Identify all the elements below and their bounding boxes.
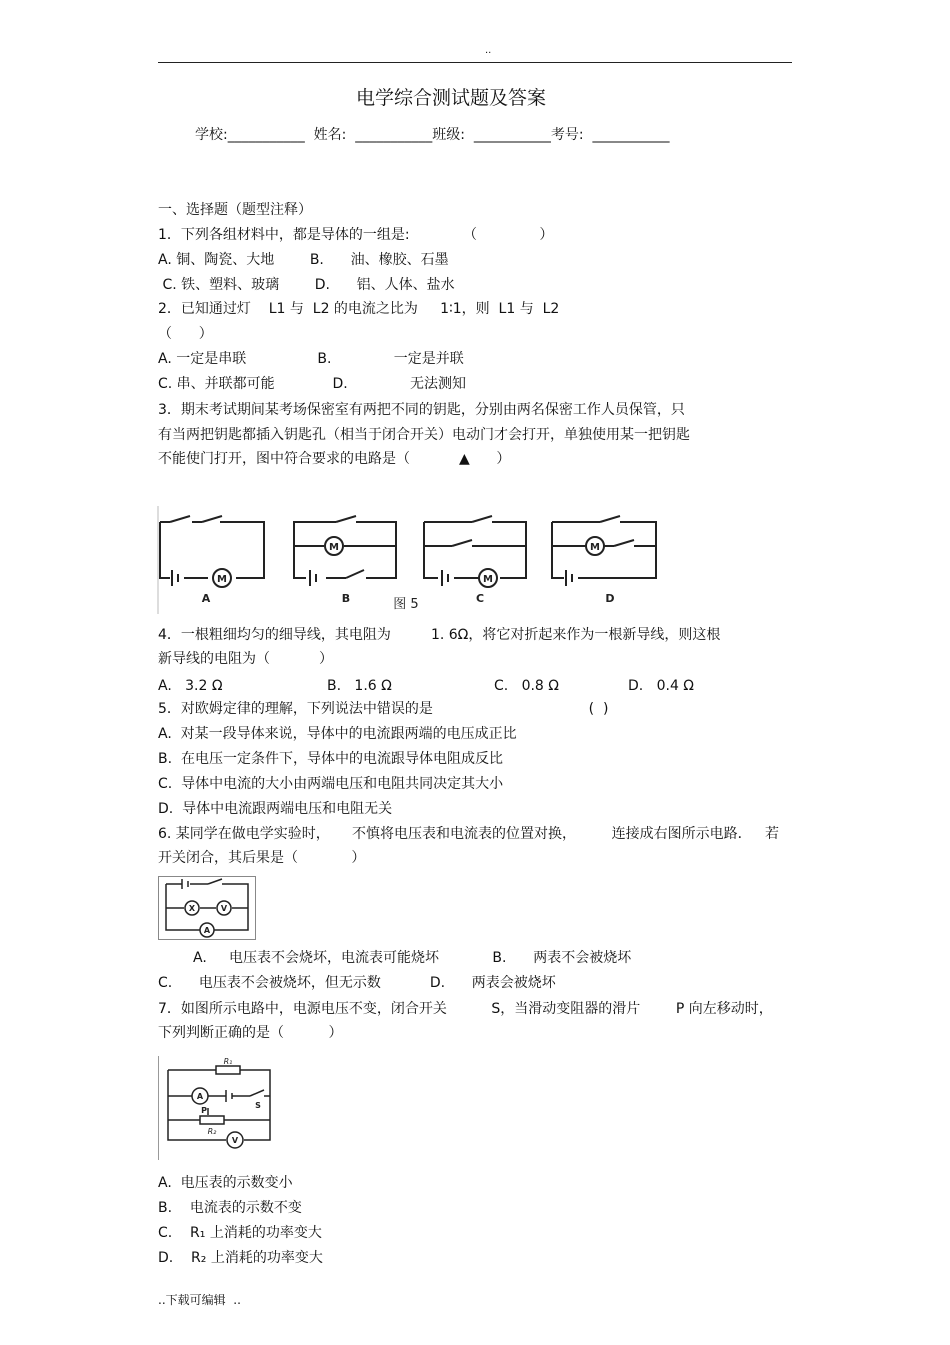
q6-line1: 6. 某同学在做电学实验时， 不慎将电压表和电流表的位置对换， 连接成右图所示电路． 若: [158, 826, 780, 842]
figure-label-a: A: [201, 592, 211, 605]
figure-label-b: B: [341, 592, 351, 605]
q2-options-ab: A. 一定是串联 B. 一定是并联: [158, 351, 464, 367]
meter-x-label: X: [188, 904, 196, 913]
q4-line2: 新导线的电阻为（ ）: [158, 651, 333, 667]
q2-options-cd: C. 串、并联都可能 D. 无法测知: [158, 376, 467, 392]
r1-label: R₁: [223, 1057, 233, 1066]
q3-circuit-figure: [158, 506, 662, 614]
q6-options-ab: A. 电压表不会烧坏，电流表可能烧坏 B. 两表不会被烧坏: [193, 950, 632, 966]
q7-option-b: B. 电流表的示数不变: [158, 1200, 302, 1216]
q4-option-c: C. 0.8 Ω: [494, 678, 559, 694]
q5-option-a: A. 对某一段导体来说，导体中的电流跟两端的电压成正比: [158, 726, 517, 742]
q7-option-d: D. R₂ 上消耗的功率变大: [158, 1250, 323, 1266]
q4-option-b: B. 1.6 Ω: [327, 678, 392, 694]
q5-option-d: D. 导体中电流跟两端电压和电阻无关: [158, 801, 393, 817]
q3-line2: 有当两把钥匙都插入钥匙孔（相当于闭合开关）电动门才会打开，单独使用某一把钥匙: [158, 427, 690, 443]
q2-stem: 2．已知通过灯 L1 与 L2 的电流之比为 1∶1，则 L1 与 L2: [158, 301, 560, 317]
q5-option-b: B. 在电压一定条件下，导体中的电流跟导体电阻成反比: [158, 751, 503, 767]
q4-line1: 4．一根粗细均匀的细导线，其电阻为 1. 6Ω，将它对折起来作为一根新导线，则这根: [158, 627, 721, 643]
q4-option-a: A. 3.2 Ω: [158, 678, 223, 694]
figure-label-c: C: [475, 592, 485, 605]
voltmeter-label: V: [231, 1136, 239, 1145]
switch-label: S: [255, 1101, 261, 1110]
q5-stem: 5．对欧姆定律的理解，下列说法中错误的是 ( ): [158, 701, 609, 717]
q7-line2: 下列判断正确的是（ ）: [158, 1025, 343, 1041]
header-mark: ..: [485, 45, 492, 56]
motor-label-c: M: [483, 574, 493, 585]
motor-label-a: M: [217, 574, 227, 585]
q6-circuit-figure: [158, 876, 256, 940]
q5-option-c: C. 导体中电流的大小由两端电压和电阻共同决定其大小: [158, 776, 504, 792]
q1-stem: 1．下列各组材料中，都是导体的一组是: （ ）: [158, 227, 554, 243]
q1-options-ab: A. 铜、陶瓷、大地 B. 油、橡胶、石墨: [158, 252, 449, 268]
q2-bracket: （ ）: [158, 326, 213, 342]
section-heading: 一、选择题（题型注释）: [158, 202, 312, 218]
voltmeter-label: V: [220, 904, 228, 913]
page-title: 电学综合测试题及答案: [356, 87, 547, 109]
ammeter-label: A: [203, 926, 211, 935]
figure-label-d: D: [605, 592, 615, 605]
q1-options-cd: C. 铁、塑料、玻璃 D. 铝、人体、盐水: [158, 277, 455, 293]
footer-note: ..下载可编辑 ..: [158, 1293, 241, 1307]
ammeter-label: A: [196, 1092, 204, 1101]
r2-label: R₂: [207, 1127, 217, 1136]
q6-line2: 开关闭合，其后果是（ ）: [158, 850, 366, 866]
figure-caption: 图 5: [393, 597, 419, 612]
motor-label-d: M: [590, 542, 600, 553]
motor-label-b: M: [329, 542, 339, 553]
q3-line3: 不能使门打开，图中符合要求的电路是（ ▲ ）: [158, 451, 511, 467]
q3-line1: 3．期末考试期间某考场保密室有两把不同的钥匙，分别由两名保密工作人员保管，只: [158, 402, 685, 418]
q7-circuit-figure: [158, 1056, 276, 1160]
slider-label: P: [201, 1106, 207, 1115]
q7-line1: 7．如图所示电路中，电源电压不变，闭合开关 S，当滑动变阻器的滑片 P 向左移动时，: [158, 1001, 773, 1017]
q7-option-c: C. R₁ 上消耗的功率变大: [158, 1225, 322, 1241]
header-rule: [158, 62, 792, 63]
q4-option-d: D. 0.4 Ω: [628, 678, 694, 694]
q7-option-a: A. 电压表的示数变小: [158, 1175, 293, 1191]
q6-options-cd: C. 电压表不会被烧坏，但无示数 D. 两表会被烧坏: [158, 975, 556, 991]
info-line: 学校:___________ 姓名: ___________班级: ___________考号: ___________: [195, 127, 670, 143]
